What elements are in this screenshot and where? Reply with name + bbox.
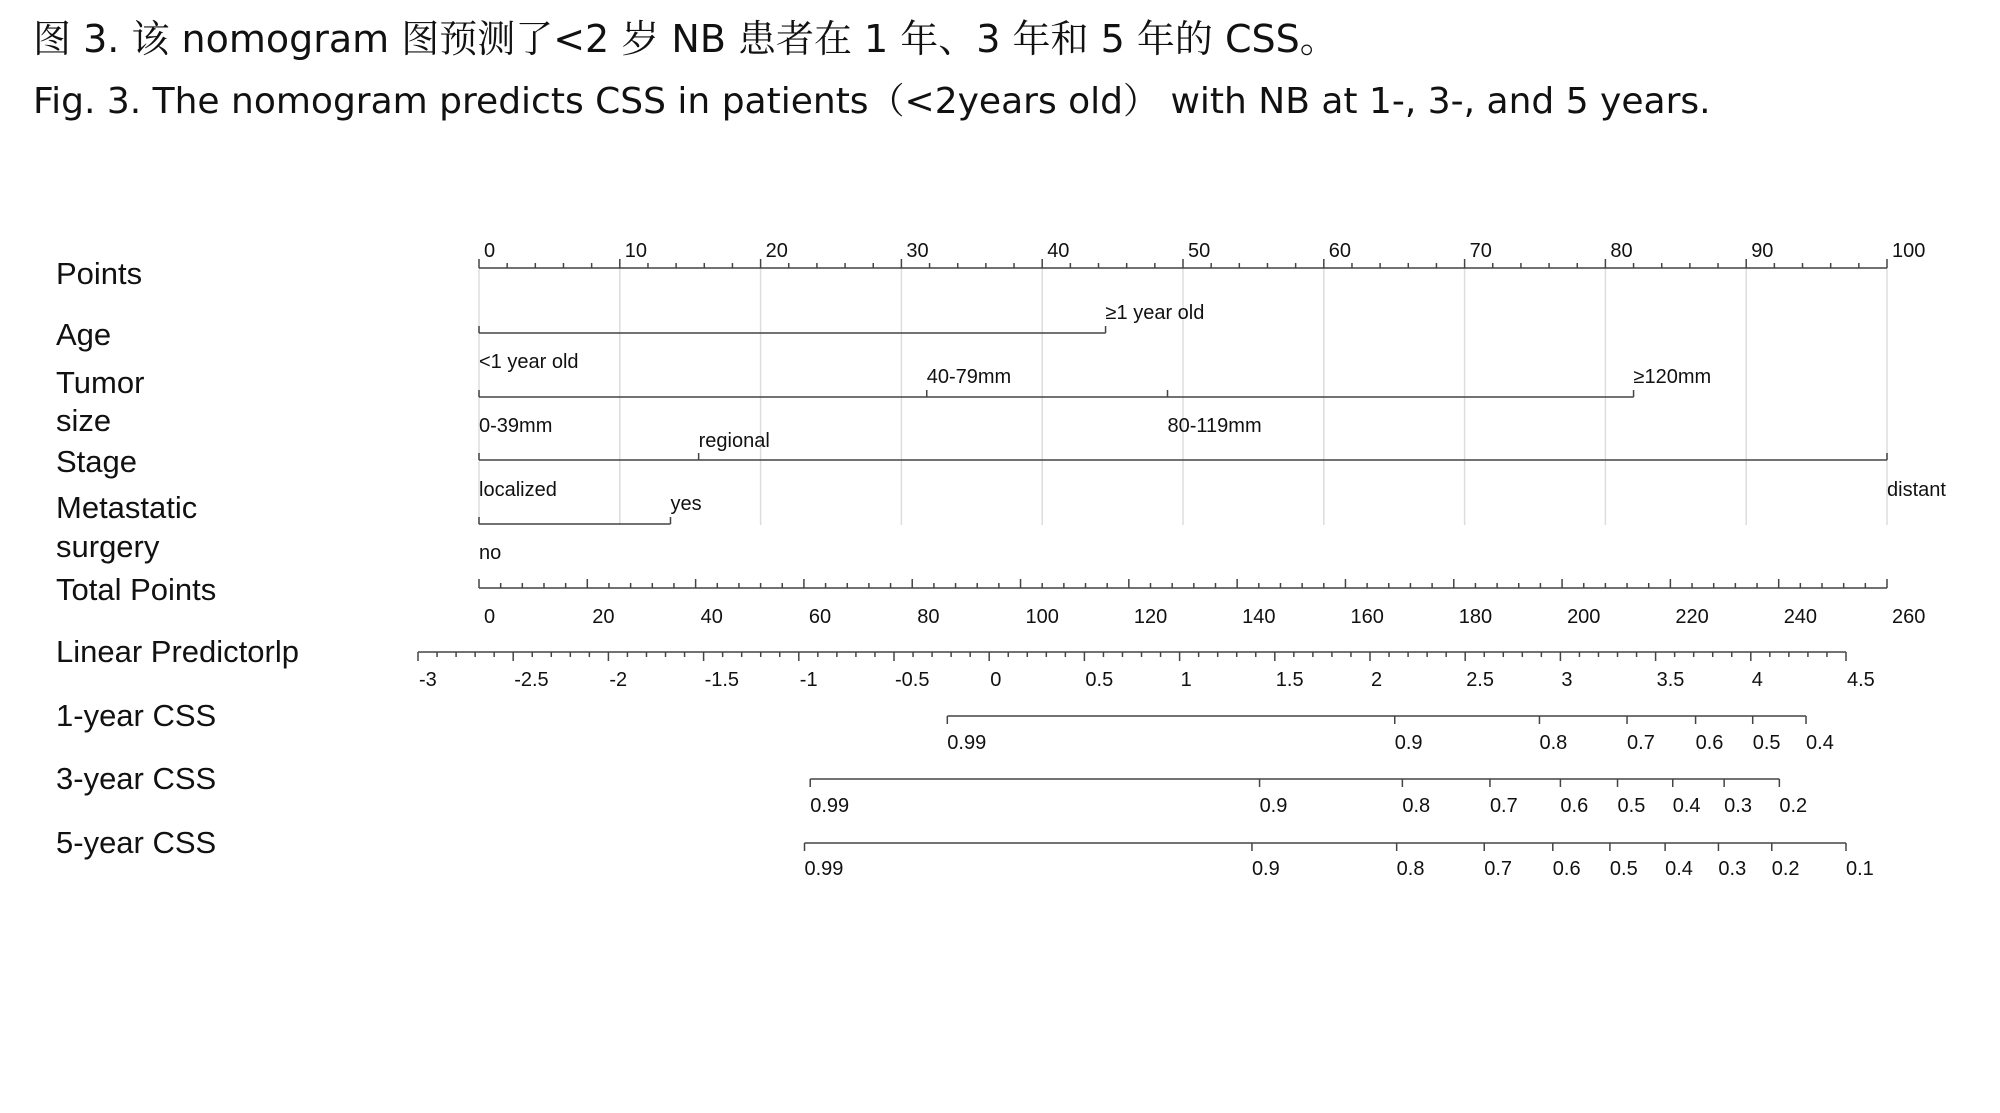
- row-label-1-year-css: 1-year CSS: [56, 698, 217, 733]
- linear-predictor-tick-label-1-5: 1.5: [1275, 669, 1304, 691]
- linear-predictor-tick-label-3: 3: [1561, 669, 1573, 691]
- linear-predictor-tick-label-1: -1: [799, 669, 818, 691]
- 1-year-css-tick-label-0-5: 0.5: [1752, 732, 1781, 754]
- linear-predictor-tick-label-0-5: 0.5: [1085, 669, 1114, 691]
- linear-predictor-tick-label-2: 2: [1371, 669, 1383, 691]
- linear-predictor-tick-label-1-5: -1.5: [704, 669, 740, 691]
- var-metastatic-surgery-level-yes-label: yes: [670, 493, 702, 515]
- row-label-linear-predictor: Linear Predictorlp: [56, 634, 299, 669]
- var-stage-label: Stage: [56, 444, 138, 479]
- 5-year-css-tick-label-0-6: 0.6: [1552, 858, 1581, 880]
- 5-year-css-tick-label-0-5: 0.5: [1609, 858, 1638, 880]
- 1-year-css-tick-label-0-9: 0.9: [1394, 732, 1423, 754]
- points-tick-label-20: 20: [765, 240, 788, 262]
- points-tick-label-40: 40: [1047, 240, 1070, 262]
- var-metastatic-surgery-label-2: surgery: [56, 529, 160, 564]
- linear-predictor-tick-label-0: 0: [990, 669, 1002, 691]
- var-tumor-size-level-120mm-label: ≥120mm: [1633, 366, 1712, 388]
- var-tumor-size-level-40-79mm-label: 40-79mm: [926, 366, 1012, 388]
- total-points-tick-label-20: 20: [592, 606, 615, 628]
- points-tick-label-70: 70: [1469, 240, 1492, 262]
- var-age-level-1-year-old-label: <1 year old: [479, 351, 579, 373]
- 3-year-css-tick-label-0-7: 0.7: [1489, 795, 1518, 817]
- points-tick-label-50: 50: [1188, 240, 1211, 262]
- var-tumor-size-level-0-39mm-label: 0-39mm: [479, 415, 553, 437]
- caption-chinese: 图 3. 该 nomogram 图预测了<2 岁 NB 患者在 1 年、3 年和 5 年的 CSS。: [33, 17, 1338, 61]
- linear-predictor-tick-label-1: 1: [1180, 669, 1192, 691]
- total-points-tick-label-160: 160: [1350, 606, 1384, 628]
- total-points-tick-label-200: 200: [1567, 606, 1601, 628]
- row-label-points: Points: [56, 256, 143, 291]
- total-points-tick-label-140: 140: [1242, 606, 1276, 628]
- linear-predictor-tick-label-3: -3: [419, 669, 437, 691]
- linear-predictor-tick-label-2-5: 2.5: [1466, 669, 1495, 691]
- 1-year-css-tick-label-0-8: 0.8: [1539, 732, 1568, 754]
- total-points-tick-label-40: 40: [700, 606, 723, 628]
- linear-predictor-tick-label-4-5: 4.5: [1847, 669, 1875, 691]
- 5-year-css-tick-label-0-9: 0.9: [1251, 858, 1280, 880]
- 3-year-css-tick-label-0-2: 0.2: [1779, 795, 1808, 817]
- 3-year-css-tick-label-0-99: 0.99: [810, 795, 850, 817]
- var-stage-level-localized-label: localized: [479, 479, 557, 501]
- total-points-tick-label-260: 260: [1892, 606, 1926, 628]
- total-points-tick-label-0: 0: [484, 606, 496, 628]
- 5-year-css-tick-label-0-3: 0.3: [1718, 858, 1747, 880]
- linear-predictor-tick-label-3-5: 3.5: [1656, 669, 1685, 691]
- linear-predictor-tick-label-4: 4: [1751, 669, 1763, 691]
- points-tick-label-10: 10: [624, 240, 648, 262]
- linear-predictor-tick-label-0-5: -0.5: [895, 669, 930, 691]
- caption-english: Fig. 3. The nomogram predicts CSS in patients（<2years old） with NB at 1-, 3-, and 5 years.: [33, 81, 1711, 122]
- total-points-tick-label-240: 240: [1783, 606, 1818, 628]
- 3-year-css-tick-label-0-4: 0.4: [1672, 795, 1701, 817]
- var-stage-level-regional-label: regional: [698, 430, 770, 452]
- linear-predictor-tick-label-2-5: -2.5: [514, 669, 549, 691]
- 3-year-css-tick-label-0-6: 0.6: [1560, 795, 1589, 817]
- points-tick-label-30: 30: [906, 240, 929, 262]
- total-points-tick-label-120: 120: [1133, 606, 1168, 628]
- var-metastatic-surgery-level-no-label: no: [479, 542, 502, 564]
- linear-predictor-tick-label-2: -2: [609, 669, 628, 691]
- var-age-level-1-year-old-label: ≥1 year old: [1105, 302, 1205, 324]
- var-stage-level-distant-label: distant: [1887, 479, 1946, 501]
- row-label-3-year-css: 3-year CSS: [56, 761, 217, 796]
- var-age-label: Age: [56, 317, 112, 352]
- 3-year-css-tick-label-0-5: 0.5: [1617, 795, 1646, 817]
- 5-year-css-tick-label-0-99: 0.99: [804, 858, 844, 880]
- 5-year-css-tick-label-0-1: 0.1: [1846, 858, 1874, 880]
- total-points-tick-label-80: 80: [917, 606, 940, 628]
- 5-year-css-tick-label-0-2: 0.2: [1771, 858, 1800, 880]
- 1-year-css-tick-label-0-4: 0.4: [1806, 732, 1834, 754]
- points-tick-label-100: 100: [1892, 240, 1926, 262]
- var-metastatic-surgery-label-1: Metastatic: [56, 490, 198, 525]
- total-points-tick-label-60: 60: [808, 606, 832, 628]
- points-tick-label-80: 80: [1610, 240, 1633, 262]
- 3-year-css-tick-label-0-3: 0.3: [1724, 795, 1752, 817]
- total-points-tick-label-180: 180: [1458, 606, 1493, 628]
- 1-year-css-tick-label-0-99: 0.99: [947, 732, 987, 754]
- var-tumor-size-level-80-119mm-label: 80-119mm: [1167, 415, 1262, 437]
- 1-year-css-tick-label-0-7: 0.7: [1627, 732, 1655, 754]
- total-points-tick-label-220: 220: [1675, 606, 1709, 628]
- 3-year-css-tick-label-0-8: 0.8: [1402, 795, 1431, 817]
- total-points-tick-label-100: 100: [1025, 606, 1059, 628]
- 5-year-css-tick-label-0-7: 0.7: [1484, 858, 1513, 880]
- points-tick-label-90: 90: [1751, 240, 1774, 262]
- row-label-5-year-css: 5-year CSS: [56, 825, 217, 860]
- points-tick-label-0: 0: [484, 240, 496, 262]
- 5-year-css-tick-label-0-8: 0.8: [1396, 858, 1425, 880]
- row-label-total-points: Total Points: [56, 572, 217, 607]
- 5-year-css-tick-label-0-4: 0.4: [1665, 858, 1693, 880]
- points-tick-label-60: 60: [1328, 240, 1352, 262]
- var-tumor-size-label-2: size: [56, 403, 112, 438]
- 3-year-css-tick-label-0-9: 0.9: [1259, 795, 1288, 817]
- var-tumor-size-label-1: Tumor: [56, 365, 145, 400]
- 1-year-css-tick-label-0-6: 0.6: [1695, 732, 1724, 754]
